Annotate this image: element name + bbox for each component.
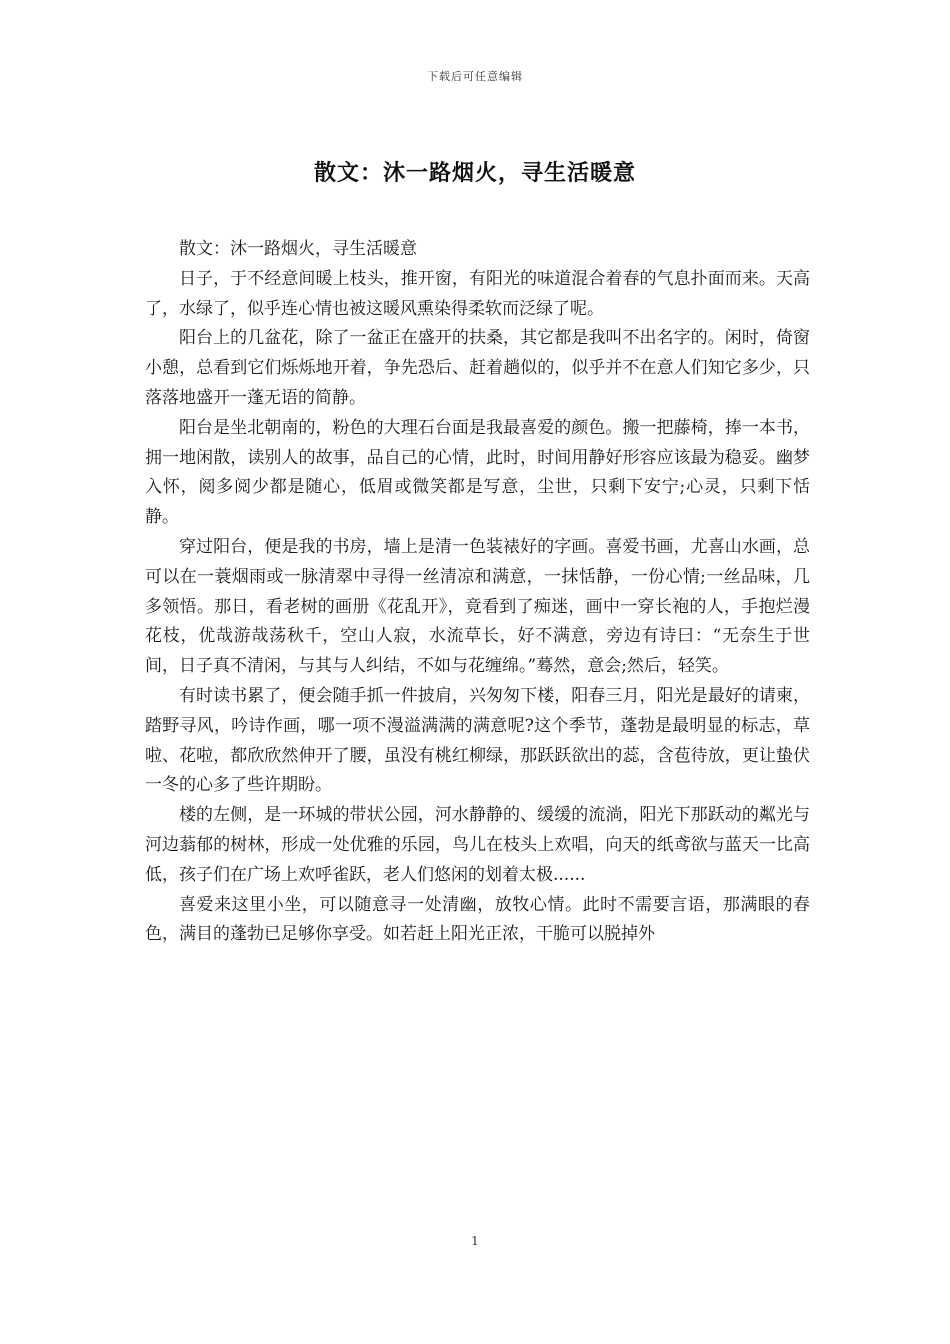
header-note: 下载后可任意编辑 [427,70,523,83]
paragraph: 阳台上的几盆花，除了一盆正在盛开的扶桑，其它都是我叫不出名字的。闲时，倚窗小憩，总看到它们烁烁地开着，争先恐后、赶着趟似的，似乎并不在意人们知它多少，只落落地盛开一蓬无语的简静。 [145,328,810,408]
paragraph: 喜爱来这里小坐，可以随意寻一处清幽，放牧心情。此时不需要言语，那满眼的春色，满目的蓬勃已足够你享受。如若赶上阳光正浓，干脆可以脱掉外 [145,894,810,945]
page-number: 1 [471,1234,479,1248]
document-body [145,235,810,950]
paragraph: 日子，于不经意间暖上枝头，推开窗，有阳光的味道混合着春的气息扑面而来。天高了，水绿了，似乎连心情也被这暖风熏染得柔软而泛绿了呢。 [145,268,810,319]
paragraph: 有时读书累了，便会随手抓一件披肩，兴匆匆下楼，阳春三月，阳光是最好的请柬，踏野寻风，吟诗作画，哪一项不漫溢满满的满意呢?这个季节，蓬勃是最明显的标志，草啦、花啦，都欣欣然伸开了腰，虽没有桃红柳绿，那跃跃欲出的蕊，含苞待放，更让蛰伏一冬的心多了些许期盼。 [145,685,810,796]
paragraph: 阳台是坐北朝南的，粉色的大理石台面是我最喜爱的颜色。搬一把藤椅，捧一本书，拥一地闲散，读别人的故事，品自己的心情，此时，时间用静好形容应该最为稳妥。幽梦入怀，阅多阅少都是随心，低眉或微笑都是写意，尘世，只剩下安宁;心灵，只剩下恬静。 [145,417,810,528]
paragraph: 穿过阳台，便是我的书房，墙上是清一色装裱好的字画。喜爱书画，尤喜山水画，总可以在一蓑烟雨或一脉清翠中寻得一丝清凉和满意，一抹恬静，一份心情;一丝品味，几多领悟。那日，看老树的画册《花乱开》，竟看到了痴迷，画中一穿长袍的人，手抱烂漫花枝，优哉游哉荡秋千，空山人寂，水流草长，好不满意，旁边有诗曰：“无奈生于世间，日子真不清闲，与其与人纠结，不如与花缠绵。”蓦然，意会;然后，轻笑。 [145,536,810,677]
paragraph: 楼的左侧，是一环城的带状公园，河水静静的、缓缓的流淌，阳光下那跃动的粼光与河边蓊郁的树林，形成一处优雅的乐园，鸟儿在枝头上欢唱，向天的纸鸢欲与蓝天一比高低，孩子们在广场上欢呼雀跃，老人们悠闲的划着太极...... [145,805,810,885]
paragraph: 散文：沐一路烟火，寻生活暖意 [179,239,417,259]
document-title: 散文：沐一路烟火，寻生活暖意 [313,160,636,186]
